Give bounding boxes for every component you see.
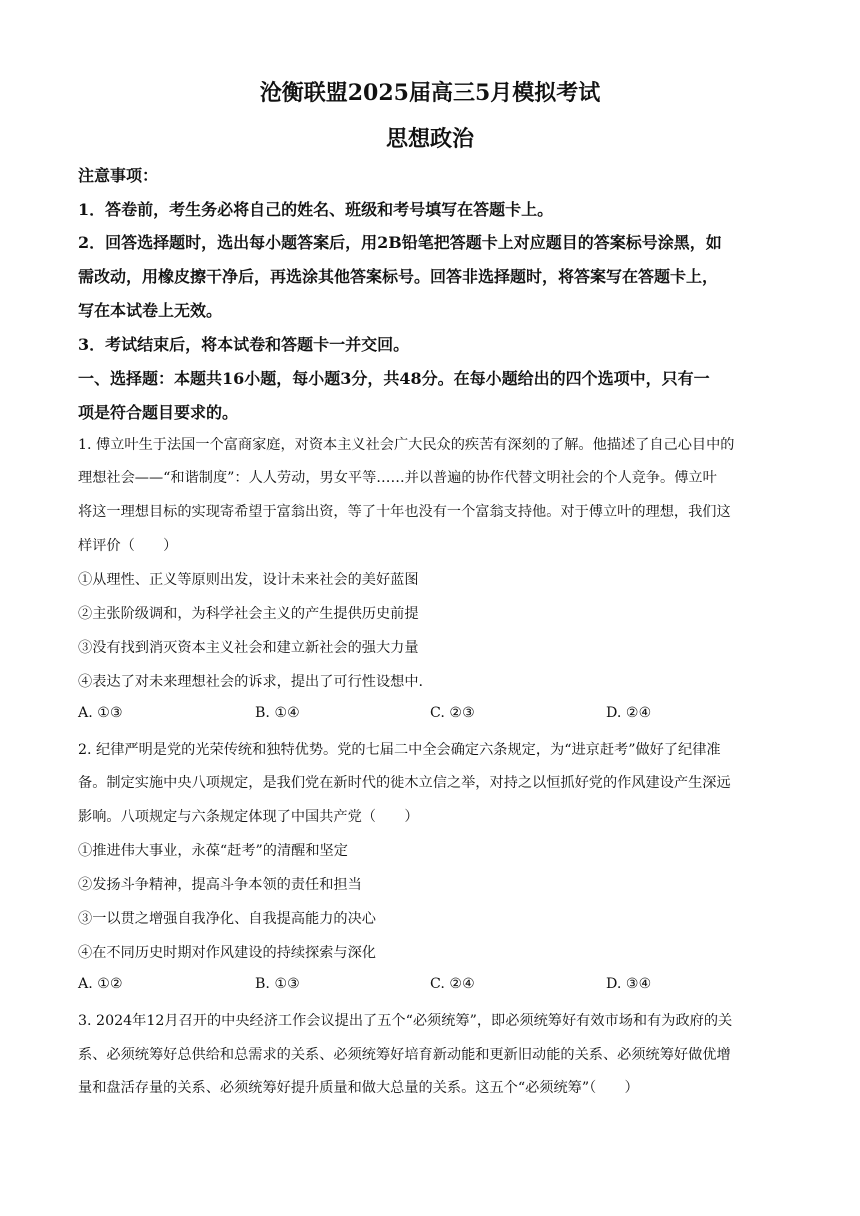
q1-option-c: C. ②③ — [430, 705, 475, 721]
q2-option-a: A. ①② — [78, 976, 123, 992]
notice-heading: 注意事项： — [78, 166, 159, 185]
q2-statement: ③一以贯之增强自我净化、自我提高能力的决心 — [78, 911, 376, 927]
q2-stem-line: 备。制定实施中央八项规定，是我们党在新时代的徙木立信之举，对持之以恒抓好党的作风建设产生深远 — [78, 775, 731, 791]
q1-stem-line: 样评价（ ） — [78, 538, 178, 554]
q2-statement: ②发扬斗争精神，提高斗争本领的责任和担当 — [78, 877, 362, 893]
q2-option-d: D. ③④ — [606, 976, 652, 992]
q1-option-a: A. ①③ — [78, 705, 123, 721]
q2-stem-line: 2. 纪律严明是党的光荣传统和独特优势。党的七届二中全会确定六条规定，为“进京赶考”做好了纪律准 — [78, 742, 721, 758]
q1-stem-line: 将这一理想目标的实现寄希望于富翁出资，等了十年也没有一个富翁支持他。对于傅立叶的理想，我们这 — [78, 504, 731, 520]
q2-option-c: C. ②④ — [430, 976, 475, 992]
q2-statement: ①推进伟大事业，永葆“赶考”的清醒和坚定 — [78, 843, 348, 859]
subject-title: 思想政治 — [385, 126, 474, 152]
notice-item: 2．回答选择题时，选出每小题答案后，用2B铅笔把答题卡上对应题目的答案标号涂黑，如 — [78, 233, 722, 252]
q1-stem-line: 理想社会——“和谐制度”：人人劳动，男女平等……并以普遍的协作代替文明社会的个人竞争。傅立叶 — [78, 470, 717, 486]
q3-stem-line: 系、必须统筹好总供给和总需求的关系、必须统筹好培育新动能和更新旧动能的关系、必须统筹好做优增 — [78, 1047, 731, 1063]
q1-option-b: B. ①④ — [255, 705, 300, 721]
q1-stem-line: 1. 傅立叶生于法国一个富商家庭，对资本主义社会广大民众的疾苦有深刻的了解。他描述了自己心目中的 — [78, 437, 735, 453]
notice-item: 需改动，用橡皮擦干净后，再选涂其他答案标号。回答非选择题时，将答案写在答题卡上， — [78, 267, 719, 286]
q1-statement: ④表达了对未来理想社会的诉求，提出了可行性设想中. — [78, 674, 424, 690]
exam-title: 沧衡联盟2025届高三5月模拟考试 — [259, 80, 601, 106]
notice-item: 3．考试结束后，将本试卷和答题卡一并交回。 — [78, 335, 410, 354]
q1-statement: ②主张阶级调和，为科学社会主义的产生提供历史前提 — [78, 606, 419, 622]
section-heading: 项是符合题目要求的。 — [78, 403, 239, 422]
q1-option-d: D. ②④ — [606, 705, 652, 721]
notice-item: 1．答卷前，考生务必将自己的姓名、班级和考号填写在答题卡上。 — [78, 200, 554, 219]
q1-statement: ①从理性、正义等原则出发，设计未来社会的美好蓝图 — [78, 572, 419, 588]
notice-item: 写在本试卷上无效。 — [78, 301, 223, 320]
q2-option-b: B. ①③ — [255, 976, 300, 992]
q3-stem-line: 3. 2024年12月召开的中央经济工作会议提出了五个“必须统筹”，即必须统筹好有效市场和有为政府的关 — [78, 1013, 733, 1029]
section-heading: 一、选择题：本题共16小题，每小题3分，共48分。在每小题给出的四个选项中，只有一 — [78, 369, 710, 388]
q2-statement: ④在不同历史时期对作风建设的持续探索与深化 — [78, 945, 376, 961]
q1-statement: ③没有找到消灭资本主义社会和建立新社会的强大力量 — [78, 640, 419, 656]
q3-stem-line: 量和盘活存量的关系、必须统筹好提升质量和做大总量的关系。这五个“必须统筹”（ ） — [78, 1080, 639, 1096]
q2-stem-line: 影响。八项规定与六条规定体现了中国共产党（ ） — [78, 809, 419, 825]
